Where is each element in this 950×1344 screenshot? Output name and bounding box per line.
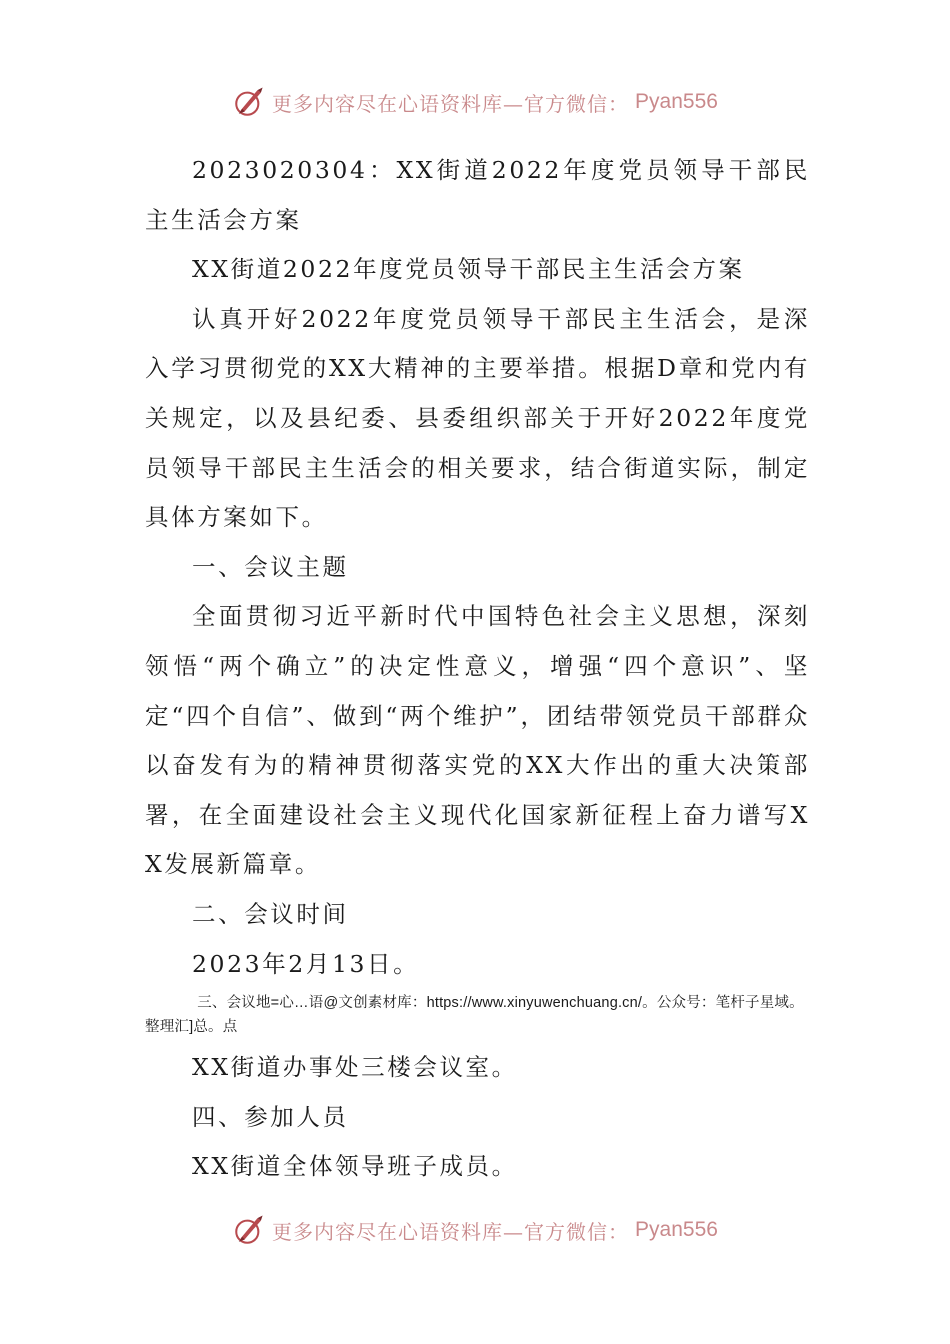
pen-quill-logo-icon [232,85,266,119]
document-title: 2023020304：XX街道2022年度党员领导干部民主生活会方案 [145,156,810,234]
pen-quill-logo-icon [232,1213,266,1247]
watermark-text: 更多内容尽在心语资料库—官方微信： [272,1219,630,1244]
section-heading-theme: 一、会议主题 [192,552,349,581]
section-body-time: 2023年2月13日。 [192,949,420,978]
section-body-location: XX街道办事处三楼会议室。 [192,1053,518,1082]
footer-watermark [0,1208,950,1252]
watermark-wechat-id: Pyan556 [635,90,718,113]
section-heading-attendees: 四、参加人员 [192,1102,349,1131]
intro-paragraph: 认真开好2022年度党员领导干部民主生活会，是深入学习贯彻党的XX大精神的主要举措。根据D章和党内有关规定，以及县纪委、县委组织部关于开好2022年度党员领导干部民主生活会的相关要求，结合街道实际，制定具体方案如下。 [145,304,810,532]
section-heading-location-note: 三、会议地=心…语@文创素材库：https://www.xinyuwenchuang.cn/。公众号：笔杆子星域。整理汇]总。点 [145,995,804,1036]
watermark-wechat-id: Pyan556 [635,1218,718,1241]
header-watermark [0,80,950,124]
section-heading-time: 二、会议时间 [192,899,349,928]
document-body [145,146,810,1192]
section-body-attendees: XX街道全体领导班子成员。 [192,1152,518,1181]
watermark-text: 更多内容尽在心语资料库—官方微信： [272,91,630,116]
section-body-theme: 全面贯彻习近平新时代中国特色社会主义思想，深刻领悟“两个确立”的决定性意义，增强“四个意识”、坚定“四个自信”、做到“两个维护”，团结带领党员干部群众以奋发有为的精神贯彻落实党的XX大作出的重大决策部署，在全面建设社会主义现代化国家新征程上奋力谱写XX发展新篇章。 [145,602,810,879]
document-subtitle: XX街道2022年度党员领导干部民主生活会方案 [192,255,745,284]
